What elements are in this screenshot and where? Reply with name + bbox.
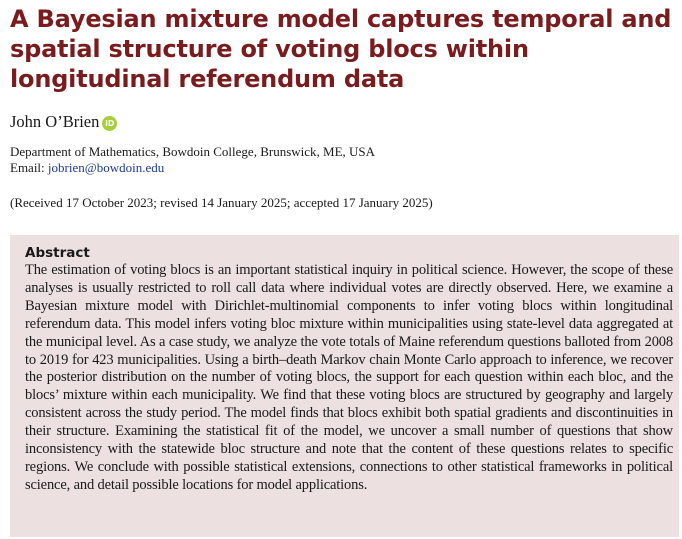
author-line bbox=[10, 112, 117, 132]
author-name: John O’Brien bbox=[10, 112, 100, 131]
affiliation: Department of Mathematics, Bowdoin College, Brunswick, ME, USA bbox=[10, 144, 376, 159]
paper-title: A Bayesian mixture model captures temporal and spatial structure of voting blocs within longitudinal referendum data bbox=[10, 5, 672, 93]
email-link[interactable]: jobrien@bowdoin.edu bbox=[47, 160, 165, 175]
received-dates: (Received 17 October 2023; revised 14 January 2025; accepted 17 January 2025) bbox=[10, 195, 433, 210]
abstract-heading: Abstract bbox=[25, 245, 90, 261]
orcid-icon[interactable]: iD bbox=[102, 116, 117, 131]
email-line bbox=[10, 160, 164, 176]
email-label: Email: bbox=[10, 160, 45, 175]
abstract-text: The estimation of voting blocs is an important statistical inquiry in political science. However, the scope of these analyses is usually restricted to roll call data where individual votes are directly observed. Here, we examine a Bayesian mixture model with Dirichlet-multinomial components to infer voting blocs within longitudinal referendum data. This model infers voting bloc mixture within municipalities using state-level data aggregated at the municipal level. As a case study, we analyze the vote totals of Maine referendum questions balloted from 2008 to 2019 for 423 municipalities. Using a birth–death Markov chain Monte Carlo approach to inference, we recover the posterior distribution on the number of voting blocs, the support for each question within each bloc, and the blocs’ mixture within each municipality. We find that these voting blocs are structured by geography and largely consistent across the study period. The model finds that blocs exhibit both spatial gradients and discontinuities in their structure. Examining the statistical fit of the model, we uncover a small number of questions that show inconsistency with the statewide bloc structure and note that the content of these questions relates to specific regions. We conclude with possible statistical extensions, connections to other statistical frameworks in political science, and detail possible locations for model applications. bbox=[25, 262, 673, 493]
abstract-box bbox=[10, 235, 679, 537]
